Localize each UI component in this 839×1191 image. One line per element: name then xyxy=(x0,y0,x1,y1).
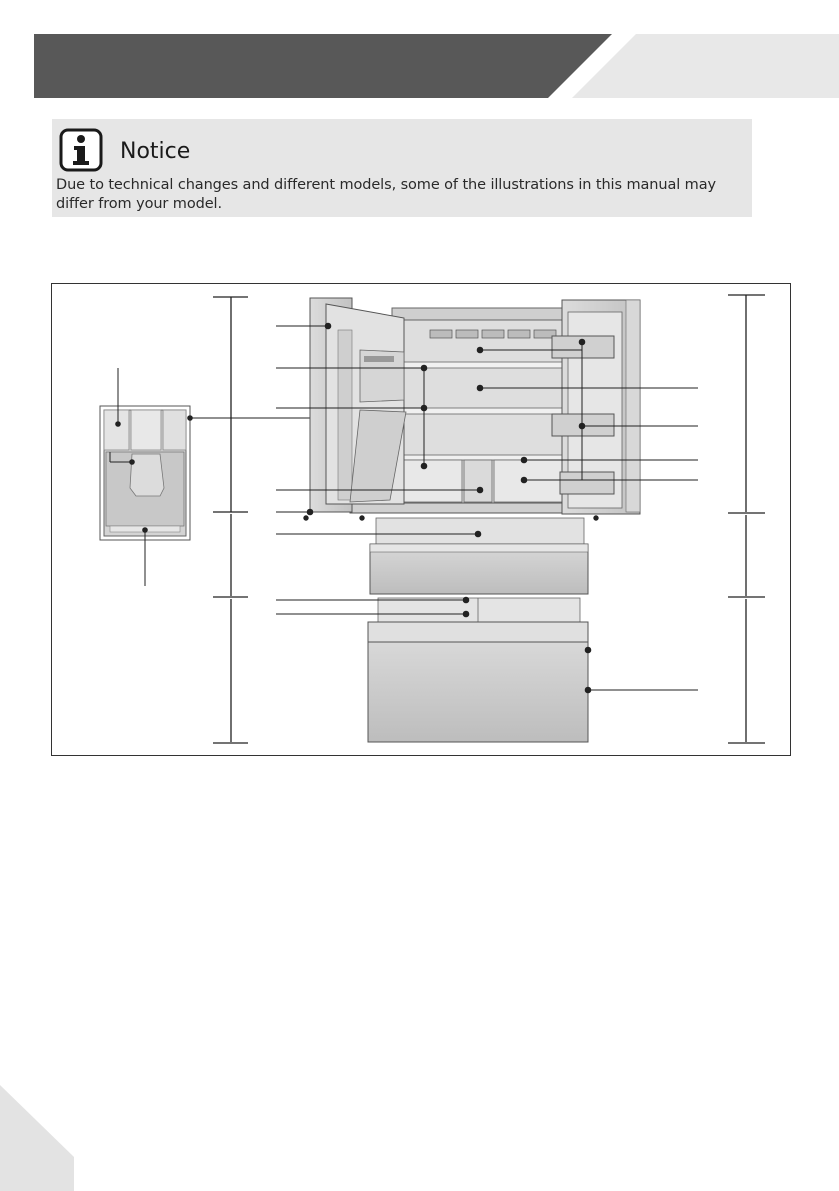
page-corner-tab xyxy=(0,1085,80,1191)
left-brackets xyxy=(213,297,248,743)
header-dark-band xyxy=(34,34,612,98)
right-door xyxy=(552,300,640,514)
header-bar xyxy=(0,0,839,110)
notice-text: Due to technical changes and different models, some of the illustrations in this manual may differ from your model. xyxy=(56,177,716,212)
middle-drawer xyxy=(370,518,588,594)
left-door xyxy=(310,298,406,512)
info-icon xyxy=(58,127,104,173)
dispenser-detail xyxy=(100,368,310,586)
freezer-drawer xyxy=(368,598,588,742)
notice-box xyxy=(52,119,752,217)
fridge-diagram xyxy=(51,283,791,756)
header-light-tab xyxy=(572,34,839,98)
notice-title: Notice xyxy=(120,139,191,164)
right-brackets xyxy=(728,295,765,743)
